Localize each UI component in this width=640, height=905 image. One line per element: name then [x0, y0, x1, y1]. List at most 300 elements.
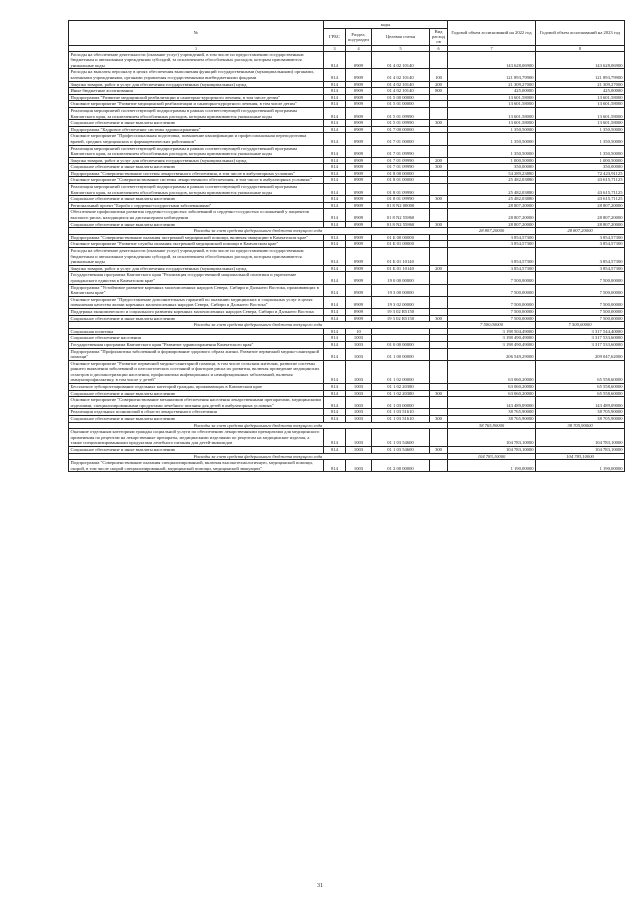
amount-2023: 38 705,90000 — [536, 422, 625, 429]
amount-2023: 7 500,00000 — [536, 272, 625, 284]
table-row — [69, 348, 625, 360]
amount-2022: 7 500,00000 — [448, 284, 536, 296]
grbs-code: 814 — [324, 107, 346, 119]
amount-2022: 13 601,58000 — [448, 101, 536, 108]
amount-2023: 7 500,00000 — [536, 284, 625, 296]
row-name: Государственная программа Камчатского края "Развитие здравоохранения Камчатского края" — [69, 341, 324, 348]
amount-2022: 63 060,20000 — [448, 384, 536, 391]
table-row — [69, 133, 625, 145]
section-code: 0909 — [346, 221, 372, 228]
row-name: Закупка товаров, работ и услуг для обеспечения государственных (муниципальных) нужд — [69, 265, 324, 272]
table-row — [69, 265, 625, 272]
row-name: Основное мероприятие "Развитие службы оказания экстренной медицинской помощи в Камчатском крае" — [69, 241, 324, 248]
row-name: Социальное обеспечение и иные выплаты населению — [69, 221, 324, 228]
row-name: Закупка товаров, работ и услуг для обеспечения государственных (муниципальных) нужд — [69, 81, 324, 88]
amount-2023: 43 615,71125 — [536, 177, 625, 184]
section-code: 0909 — [346, 196, 372, 203]
header-year-2022: Годовой объем ассигнований на 2022 год — [448, 21, 536, 46]
amount-2023: 1 350,50000 — [536, 145, 625, 157]
table-row — [69, 248, 625, 266]
row-name: Подпрограмма "Совершенствование оказания экстренной медицинской помощи, включая эвакуацию в Камчатском крае" — [69, 234, 324, 241]
grbs-code: 814 — [324, 241, 346, 248]
exp-type-code — [430, 335, 448, 342]
amount-2023: 3 854,57300 — [536, 265, 625, 272]
amount-2022: 3 198 490,49000 — [448, 341, 536, 348]
target-code: 01 7 01 09990 — [372, 145, 430, 157]
section-code: 0909 — [346, 284, 372, 296]
section-code: 0909 — [346, 234, 372, 241]
amount-2022: 28 807,20000 — [448, 209, 536, 221]
note-row — [69, 322, 625, 329]
row-name: Региональный проект "Борьба с сердечно-сосудистыми заболеваниями" — [69, 202, 324, 209]
section-code: 1003 — [346, 360, 372, 383]
amount-2023: 43 615,71125 — [536, 184, 625, 196]
amount-2023: 1 350,50000 — [536, 126, 625, 133]
amount-2023: 143 628,06900 — [536, 51, 625, 69]
section-code: 0909 — [346, 145, 372, 157]
amount-2022: 350,00000 — [448, 164, 536, 171]
amount-2023: 104 783,10000 — [536, 429, 625, 447]
row-name: Реализация мероприятий соответствующей подпрограммы в рамках соответствующей государственной программы Камчатского края, за исключением обособленных расходов, которым присваиваются уникальные коды — [69, 107, 324, 119]
target-code: 01 8 N2 55860 — [372, 221, 430, 228]
target-code: 01 1 02 20380 — [372, 390, 430, 397]
amount-2022: 28 807,20000 — [448, 202, 536, 209]
exp-type-code — [430, 272, 448, 284]
table-row — [69, 447, 625, 454]
amount-2023: 65 558,60000 — [536, 360, 625, 383]
grbs-code: 814 — [324, 234, 346, 241]
table-row — [69, 145, 625, 157]
table-row — [69, 341, 625, 348]
row-name: Основное мероприятие "Развитие медицинской реабилитации и санаторно-курортного лечения, в том числе детям" — [69, 101, 324, 108]
amount-2023: 121 893,79900 — [536, 69, 625, 81]
amount-2022: 3 198 504,49000 — [448, 328, 536, 335]
amount-2022: 38 765,90000 — [448, 416, 536, 423]
amount-2022: 7 500,00000 — [448, 322, 536, 329]
table-row — [69, 69, 625, 81]
target-code: 01 8 01 09990 — [372, 196, 430, 203]
target-code: 19 3 02 R5150 — [372, 315, 430, 322]
row-name: Основное мероприятие "Развитие первичной медико-санитарной помощи, в том числе сельским жителям, развитие системы раннего выявления заболеваний и патологических состояний и факторов риска их развития, включая проведение медицинских осмотров и диспансеризации населения, профилактика инфекционных и неинфекционных заболеваний, включая иммунопрофилактику, в том числе у детей" — [69, 360, 324, 383]
grbs-code: 814 — [324, 348, 346, 360]
budget-table — [68, 20, 625, 472]
section-code: 0909 — [346, 308, 372, 315]
target-code: 19 0 00 00000 — [372, 272, 430, 284]
grbs-code: 814 — [324, 460, 346, 472]
section-code: 0909 — [346, 81, 372, 88]
amount-2022: 13 601,58000 — [448, 120, 536, 127]
table-row — [69, 397, 625, 409]
amount-2023: 72 423,91125 — [536, 170, 625, 177]
amount-2022: 38 765,90000 — [448, 409, 536, 416]
grbs-code: 814 — [324, 126, 346, 133]
note-row — [69, 422, 625, 429]
section-code: 0909 — [346, 170, 372, 177]
grbs-code: 814 — [324, 133, 346, 145]
grbs-code: 814 — [324, 429, 346, 447]
grbs-code: 814 — [324, 315, 346, 322]
table-row — [69, 202, 625, 209]
amount-2023: 21 309,27000 — [536, 81, 625, 88]
exp-type-code: 300 — [430, 120, 448, 127]
row-name: Подпрограмма "Кадровое обеспечение системы здравоохранения" — [69, 126, 324, 133]
amount-2023: 350,00000 — [536, 164, 625, 171]
target-code: 01 5 01 09990 — [372, 120, 430, 127]
grbs-code: 814 — [324, 209, 346, 221]
target-code: 01 7 01 09990 — [372, 164, 430, 171]
amount-2023: 38 705,90000 — [536, 416, 625, 423]
column-number: 1 — [69, 45, 324, 51]
grbs-code: 814 — [324, 81, 346, 88]
note-row — [69, 228, 625, 235]
amount-2023: 38 705,90000 — [536, 409, 625, 416]
amount-2022: 3 854,57300 — [448, 248, 536, 266]
target-code: 01 5 01 00000 — [372, 101, 430, 108]
note-text: Расходы за счет средств федерального бюджета текущего года — [69, 422, 448, 429]
table-row — [69, 284, 625, 296]
grbs-code: 814 — [324, 120, 346, 127]
exp-type-code — [430, 397, 448, 409]
amount-2022: 38 765,90000 — [448, 422, 536, 429]
row-name: Социальное обеспечение и иные выплаты населению — [69, 447, 324, 454]
column-number: 7 — [448, 45, 536, 51]
grbs-code: 814 — [324, 360, 346, 383]
section-code: 0909 — [346, 120, 372, 127]
row-name: Подпрограмма "Развитие медицинской реабилитации и санаторно-курортного лечения, в том числе детям" — [69, 94, 324, 101]
grbs-code: 814 — [324, 164, 346, 171]
page-number: 31 — [317, 883, 323, 889]
section-code: 0909 — [346, 51, 372, 69]
amount-2023: 3 317 533,60000 — [536, 335, 625, 342]
amount-2023: 28 807,20000 — [536, 209, 625, 221]
amount-2022: 1 350,50000 — [448, 133, 536, 145]
row-name: Расходы на выплаты персоналу в целях обеспечения выполнения функций государственными (муниципальными) органами, казенными учреждениями, органами управления государственными внебюджетными фондами — [69, 69, 324, 81]
note-text: Расходы за счет средств федерального бюджета текущего года — [69, 228, 448, 235]
amount-2023: 3 317 544,40000 — [536, 328, 625, 335]
amount-2022: 7 500,00000 — [448, 308, 536, 315]
amount-2023: 13 601,58000 — [536, 120, 625, 127]
amount-2022: 104 783,10000 — [448, 429, 536, 447]
section-code: 0909 — [346, 107, 372, 119]
table-row — [69, 234, 625, 241]
amount-2022: 143 489,09000 — [448, 397, 536, 409]
table-row — [69, 120, 625, 127]
grbs-code: 814 — [324, 296, 346, 308]
amount-2022: 3 854,57300 — [448, 234, 536, 241]
header-no: № — [69, 21, 324, 46]
amount-2023: 7 500,00000 — [536, 296, 625, 308]
row-name: Реализация отдельных полномочий в области лекарственного обеспечения — [69, 409, 324, 416]
amount-2022: 143 628,06900 — [448, 51, 536, 69]
target-code: 01 1 03 54600 — [372, 429, 430, 447]
amount-2023: 7 500,00000 — [536, 308, 625, 315]
grbs-code: 814 — [324, 69, 346, 81]
amount-2022: 25 482,03880 — [448, 196, 536, 203]
amount-2022: 63 060,20000 — [448, 390, 536, 397]
header-codes: коды — [324, 21, 448, 29]
target-code: 01 5 01 09990 — [372, 107, 430, 119]
exp-type-code — [430, 234, 448, 241]
exp-type-code: 300 — [430, 416, 448, 423]
row-name: Основное мероприятие "Предоставление дополнительных гарантий по оказанию медицинских и социальных услуг в целях повышения качества жизни коренных малочисленных народов Севера, Сибири и Дальнего Востока" — [69, 296, 324, 308]
header-exp-type: Вид расходов — [430, 29, 448, 46]
table-row — [69, 126, 625, 133]
target-code: 01 4 02 10140 — [372, 69, 430, 81]
table-row — [69, 88, 625, 95]
amount-2022: 25 482,03880 — [448, 184, 536, 196]
section-code: 1003 — [346, 341, 372, 348]
target-code — [372, 328, 430, 335]
grbs-code: 814 — [324, 390, 346, 397]
exp-type-code: 300 — [430, 390, 448, 397]
exp-type-code — [430, 184, 448, 196]
table-row — [69, 94, 625, 101]
target-code: 01 8 N2 55860 — [372, 209, 430, 221]
table-row — [69, 241, 625, 248]
exp-type-code — [430, 101, 448, 108]
grbs-code: 814 — [324, 308, 346, 315]
amount-2023: 1 350,50000 — [536, 133, 625, 145]
section-code: 1003 — [346, 348, 372, 360]
table-row — [69, 296, 625, 308]
section-code: 0909 — [346, 209, 372, 221]
table-row — [69, 315, 625, 322]
amount-2022: 21 309,27000 — [448, 81, 536, 88]
amount-2023: 13 601,58000 — [536, 107, 625, 119]
target-code: 01 4 02 10140 — [372, 51, 430, 69]
section-code: 0909 — [346, 69, 372, 81]
section-code: 0909 — [346, 133, 372, 145]
exp-type-code: 300 — [430, 164, 448, 171]
section-code: 1003 — [346, 409, 372, 416]
amount-2022: 7 500,00000 — [448, 315, 536, 322]
row-name: Социальное обеспечение и иные выплаты населению — [69, 416, 324, 423]
section-code: 1003 — [346, 335, 372, 342]
amount-2022: 13 601,58000 — [448, 94, 536, 101]
exp-type-code — [430, 126, 448, 133]
exp-type-code — [430, 145, 448, 157]
grbs-code: 814 — [324, 94, 346, 101]
table-row — [69, 460, 625, 472]
row-name: Оказание отдельным категориям граждан социальной услуги по обеспечению лекарственными препаратами для медицинского применения по рецептам на лекарственные препараты, медицинскими изделиями по рецептам на медицинские изделия, а также специализированными продуктами лечебного питания для детей-инвалидов — [69, 429, 324, 447]
target-code: 01 5 00 00000 — [372, 94, 430, 101]
table-row — [69, 429, 625, 447]
row-name: Поддержка экономического и социального развития коренных малочисленных народов Севера, Сибири и Дальнего Востока — [69, 308, 324, 315]
amount-2023: 143 489,09000 — [536, 397, 625, 409]
section-code: 0909 — [346, 202, 372, 209]
note-row — [69, 453, 625, 460]
amount-2022: 3 854,57300 — [448, 265, 536, 272]
exp-type-code — [430, 94, 448, 101]
table-row — [69, 81, 625, 88]
row-name: Закупка товаров, работ и услуг для обеспечения государственных (муниципальных) нужд — [69, 157, 324, 164]
exp-type-code: 800 — [430, 88, 448, 95]
column-number: 6 — [430, 45, 448, 51]
section-code: 0909 — [346, 94, 372, 101]
target-code: 01 8 N2 00000 — [372, 202, 430, 209]
target-code: 01 7 00 00000 — [372, 126, 430, 133]
table-row — [69, 177, 625, 184]
target-code: 01 1 03 00000 — [372, 397, 430, 409]
amount-2023: 3 854,57300 — [536, 248, 625, 266]
exp-type-code: 200 — [430, 265, 448, 272]
exp-type-code — [430, 209, 448, 221]
exp-type-code — [430, 284, 448, 296]
amount-2023: 65 558,60000 — [536, 390, 625, 397]
row-name: Обеспечение профилактики развития сердечно-сосудистых заболеваний и сердечно-сосудистых осложнений у пациентов высокого риска, находящихся на диспансерном наблюдении — [69, 209, 324, 221]
column-number: 5 — [372, 45, 430, 51]
exp-type-code: 300 — [430, 315, 448, 322]
grbs-code: 814 — [324, 384, 346, 391]
target-code: 19 3 00 00000 — [372, 284, 430, 296]
row-name: Основное мероприятие "Совершенствование механизмов обеспечения населения лекарственными препаратами, медицинскими изделиями, специализированными продуктами лечебного питания для детей в амбулаторных условиях" — [69, 397, 324, 409]
exp-type-code: 200 — [430, 81, 448, 88]
amount-2022: 3 198 490,49000 — [448, 335, 536, 342]
grbs-code: 814 — [324, 101, 346, 108]
exp-type-code — [430, 296, 448, 308]
target-code: 01 1 02 20380 — [372, 384, 430, 391]
row-name: Социальное обеспечение населения — [69, 335, 324, 342]
grbs-code: 814 — [324, 397, 346, 409]
target-code — [372, 335, 430, 342]
target-code: 01 0 00 00000 — [372, 341, 430, 348]
row-name: Расходы на обеспечение деятельности (оказание услуг) учреждений, в том числе по предоставлению государственным бюджетным и автономным учреждениям субсидий, за исключением обособленных расходов, которым присваиваются уникальные коды — [69, 248, 324, 266]
section-code: 0909 — [346, 241, 372, 248]
amount-2022: 1 350,50000 — [448, 145, 536, 157]
table-row — [69, 51, 625, 69]
table-row — [69, 272, 625, 284]
target-code: 01 8 01 09990 — [372, 184, 430, 196]
table-row — [69, 170, 625, 177]
table-row — [69, 409, 625, 416]
table-row — [69, 209, 625, 221]
amount-2023: 3 854,57300 — [536, 241, 625, 248]
amount-2022: 1 000,50000 — [448, 157, 536, 164]
section-code: 1003 — [346, 384, 372, 391]
amount-2022: 7 500,00000 — [448, 296, 536, 308]
amount-2022: 63 060,20000 — [448, 360, 536, 383]
table-row — [69, 221, 625, 228]
target-code: 01 1 00 00000 — [372, 348, 430, 360]
target-code: 01 1 02 00000 — [372, 360, 430, 383]
grbs-code: 814 — [324, 88, 346, 95]
section-code: 0909 — [346, 177, 372, 184]
amount-2022: 54 289,23880 — [448, 170, 536, 177]
grbs-code: 814 — [324, 284, 346, 296]
target-code: 01 4 02 10140 — [372, 88, 430, 95]
amount-2023: 28 807,20000 — [536, 202, 625, 209]
amount-2023: 1 190,00000 — [536, 460, 625, 472]
section-code: 0909 — [346, 265, 372, 272]
amount-2022: 104 783,10000 — [448, 453, 536, 460]
column-number: 4 — [346, 45, 372, 51]
exp-type-code — [430, 409, 448, 416]
table-row — [69, 416, 625, 423]
amount-2023: 1 000,50000 — [536, 157, 625, 164]
table-row — [69, 101, 625, 108]
grbs-code: 814 — [324, 157, 346, 164]
header-target: Целевая статья — [372, 29, 430, 46]
amount-2023: 65 558,60000 — [536, 384, 625, 391]
section-code: 0909 — [346, 315, 372, 322]
target-code: 01 Б 00 00000 — [372, 234, 430, 241]
exp-type-code — [430, 133, 448, 145]
section-code: 1003 — [346, 460, 372, 472]
amount-2023: 104 783,10000 — [536, 447, 625, 454]
table-row — [69, 184, 625, 196]
row-name: Подпрограмма "Устойчивое развитие коренных малочисленных народов Севера, Сибири и Дальнего Востока, проживающих в Камчатском крае" — [69, 284, 324, 296]
amount-2022: 1 350,50000 — [448, 126, 536, 133]
exp-type-code — [430, 341, 448, 348]
amount-2023: 7 500,00000 — [536, 322, 625, 329]
row-name: Социальное обеспечение и иные выплаты населению — [69, 390, 324, 397]
grbs-code: 814 — [324, 447, 346, 454]
grbs-code: 814 — [324, 51, 346, 69]
exp-type-code — [430, 328, 448, 335]
header-grbs: ГРБС — [324, 29, 346, 46]
grbs-code: 814 — [324, 196, 346, 203]
target-code: 01 Б 01 10140 — [372, 265, 430, 272]
exp-type-code — [430, 429, 448, 447]
row-name: Социальное обеспечение и иные выплаты населению — [69, 315, 324, 322]
row-name: Бесплатное зубопротезирование отдельных категорий граждан, проживающих в Камчатском крае — [69, 384, 324, 391]
exp-type-code — [430, 348, 448, 360]
exp-type-code: 300 — [430, 447, 448, 454]
exp-type-code — [430, 360, 448, 383]
section-code: 0909 — [346, 126, 372, 133]
target-code: 01 7 01 00000 — [372, 133, 430, 145]
section-code: 1003 — [346, 447, 372, 454]
row-name: Реализация мероприятий соответствующей подпрограммы в рамках соответствующей государственной программы Камчатского края, за исключением обособленных расходов, которым присваиваются уникальные коды — [69, 145, 324, 157]
target-code: 01 7 01 09990 — [372, 157, 430, 164]
amount-2022: 28 807,20000 — [448, 221, 536, 228]
exp-type-code — [430, 170, 448, 177]
section-code: 0909 — [346, 88, 372, 95]
exp-type-code — [430, 384, 448, 391]
amount-2022: 7 500,00000 — [448, 272, 536, 284]
amount-2023: 13 601,58000 — [536, 94, 625, 101]
row-name: Иные бюджетные ассигнования — [69, 88, 324, 95]
amount-2022: 28 807,20000 — [448, 228, 536, 235]
table-row — [69, 328, 625, 335]
amount-2023: 104 783,10000 — [536, 453, 625, 460]
table-row — [69, 308, 625, 315]
target-code: 01 1 03 54600 — [372, 447, 430, 454]
grbs-code: 814 — [324, 202, 346, 209]
table-row — [69, 390, 625, 397]
section-code: 0909 — [346, 272, 372, 284]
amount-2022: 425,00000 — [448, 88, 536, 95]
exp-type-code — [430, 248, 448, 266]
target-code: 01 1 03 51610 — [372, 409, 430, 416]
row-name: Социальное обеспечение и иные выплаты населению — [69, 164, 324, 171]
row-name: Основное мероприятие "Совершенствование системы лекарственного обеспечения, в том числе в амбулаторных условиях" — [69, 177, 324, 184]
grbs-code: 814 — [324, 145, 346, 157]
target-code: 01 2 00 00000 — [372, 460, 430, 472]
note-text: Расходы за счет средств федерального бюджета текущего года — [69, 453, 448, 460]
grbs-code: 814 — [324, 177, 346, 184]
row-name: Социальная политика — [69, 328, 324, 335]
grbs-code: 814 — [324, 335, 346, 342]
section-code: 1003 — [346, 416, 372, 423]
amount-2022: 13 601,58000 — [448, 107, 536, 119]
grbs-code: 814 — [324, 221, 346, 228]
column-number: 8 — [536, 45, 625, 51]
amount-2022: 25 482,03880 — [448, 177, 536, 184]
grbs-code: 814 — [324, 328, 346, 335]
target-code: 19 3 02 00000 — [372, 296, 430, 308]
amount-2022: 3 854,57300 — [448, 241, 536, 248]
